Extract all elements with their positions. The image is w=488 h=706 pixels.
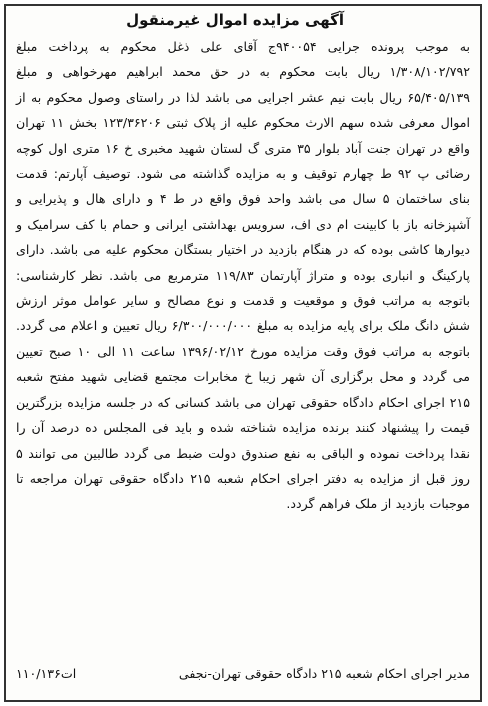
notice-body: به موجب پرونده جرایی ۹۴۰۰۵۴ج آقای علی ذغل محکوم به پرداخت مبلغ ۱/۳۰۸/۱۰۲/۷۹۲ ریال بابت محکوم به در حق محمد ابراهیم مهرخواهی و مبلغ ۶۵/۴۰۵/۱۳۹ ریال بابت نیم عشر اجرایی می باشد لذا در راستای وصول محکوم به از اموال معرفی شده سهم الارث محکوم علیه از پلاک ثبتی ۱۲۳/۳۶۲۰۶ بخش ۱۱ تهران واقع در تهران جنت آباد بلوار ۳۵ متری گ لستان شهید مخبری خ ۱۶ متری اول کوچه رضائی پ ۹۲ ط چهارم توقیف و به مزایده گذاشته می شود. توصیف آپارتم: قدمت بنای ساختمان ۵ سال می باشد واحد فوق واقع در ط ۴ و دارای هال و پذیرایی و آشپزخانه باز با کابینت ام دی اف، سرویس بهداشتی ایرانی و حمام با کف سرامیک و دیوارها کاشی بوده که در هنگام بازدید در اختیار بستگان محکوم علیه می باشد. دارای پارکینگ و انباری بوده و متراژ آپارتمان ۱۱۹/۸۳ مترمربع می باشد. نظر کارشناسی: باتوجه به مراتب فوق و موقعیت و قدمت و نوع مصالح و سایر عوامل موثر ارزش شش دانگ ملک برای پایه مزایده به مبلغ ۶/۳۰۰/۰۰۰/۰۰۰ ریال تعیین و اعلام می گردد. باتوجه به مراتب فوق وقت مزایده مورخ ۱۳۹۶/۰۲/۱۲ ساعت ۱۱ الی ۱۰ صبح تعیین می گردد و محل برگزاری آن شهر زیبا خ مخابرات مجتمع قضایی شهید مفتح شعبه ۲۱۵ اجرای احکام دادگاه حقوقی تهران می باشد کسانی که در جلسه مزایده بزرگترین قیمت را پیشنهاد کنند برنده مزایده شناخته شده و باید فی المجلس ده درصد آن را نقدا پرداخت نموده و الباقی به نفع صندوق دولت ضبط می گردد طالبین می توانند ۵ روز قبل از مزایده به دفتر اجرای احکام شعبه ۲۱۵ دادگاه حقوقی تهران مراجعه تا موجبات بازدید از ملک فراهم گردد.	[16, 39, 470, 512]
auction-notice	[4, 4, 482, 702]
issuer-signature: مدیر اجرای احکام شعبه ۲۱۵ دادگاه حقوقی تهران-نجفی	[178, 666, 470, 681]
reference-number: ۱۱۰/۱۳۶ات	[16, 666, 77, 681]
notice-footer	[16, 664, 470, 684]
notice-title: آگهی مزایده اموال غیرمنقول	[126, 11, 344, 29]
